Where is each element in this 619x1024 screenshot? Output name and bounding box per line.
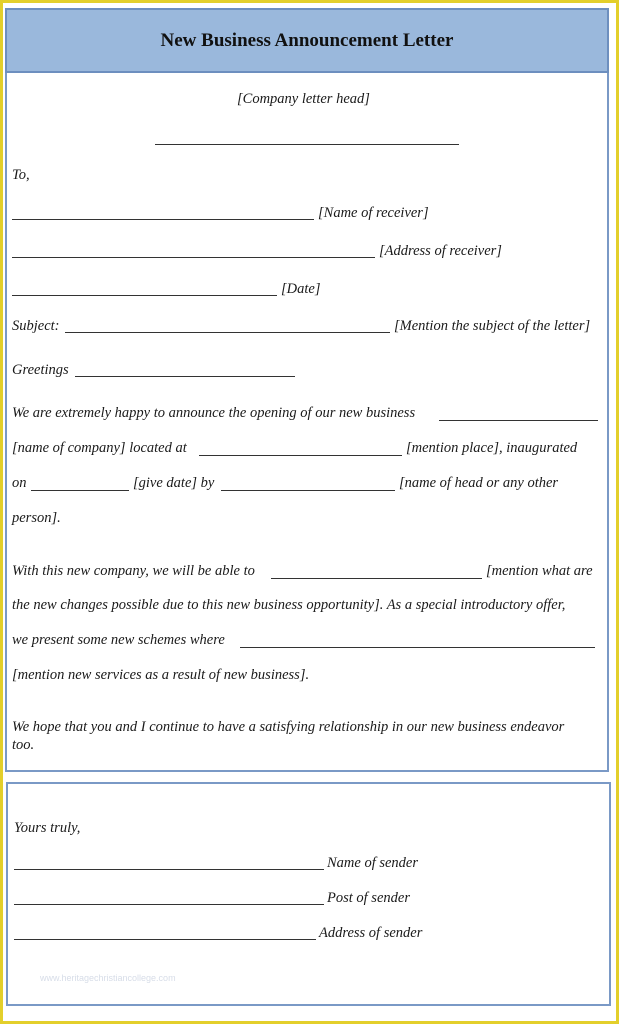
para1-line2b: [mention place], inaugurated bbox=[406, 440, 578, 456]
greetings-line[interactable] bbox=[75, 376, 295, 377]
para3-line1: We hope that you and I continue to have a satisfying relationship in our new business endeavor bbox=[12, 719, 565, 735]
schemes-line[interactable] bbox=[240, 647, 595, 648]
place-line[interactable] bbox=[199, 455, 402, 456]
sender-name-line[interactable] bbox=[14, 869, 324, 870]
changes-line[interactable] bbox=[271, 578, 482, 579]
para2-line1a: With this new company, we will be able to bbox=[12, 563, 255, 579]
give-date-line[interactable] bbox=[31, 490, 129, 491]
letter-head-line[interactable] bbox=[155, 144, 459, 145]
date-line[interactable] bbox=[12, 295, 277, 296]
business-name-line[interactable] bbox=[439, 420, 598, 421]
receiver-address-line[interactable] bbox=[12, 257, 375, 258]
watermark-text: www.heritagechristiancollege.com bbox=[40, 973, 176, 983]
receiver-address-label: [Address of receiver] bbox=[379, 243, 502, 259]
title-banner bbox=[5, 8, 609, 73]
date-label: [Date] bbox=[281, 281, 321, 297]
page-title: New Business Announcement Letter bbox=[160, 29, 454, 51]
receiver-name-line[interactable] bbox=[12, 219, 314, 220]
para2-line1b: [mention what are bbox=[486, 563, 593, 579]
para1-line2a: [name of company] located at bbox=[12, 440, 187, 456]
letter-head-placeholder: [Company letter head] bbox=[237, 91, 370, 107]
receiver-name-label: [Name of receiver] bbox=[318, 205, 429, 221]
para1-line3c: [name of head or any other bbox=[399, 475, 559, 491]
para1-line4: person]. bbox=[12, 510, 61, 526]
sender-name-label: Name of sender bbox=[327, 855, 419, 871]
subject-label: Subject: bbox=[12, 318, 60, 334]
para2-line3: we present some new schemes where bbox=[12, 632, 225, 648]
subject-line[interactable] bbox=[65, 332, 390, 333]
para1-line3b: [give date] by bbox=[133, 475, 215, 491]
sender-post-label: Post of sender bbox=[327, 890, 410, 906]
closing-label: Yours truly, bbox=[14, 820, 81, 836]
para2-line4: [mention new services as a result of new business]. bbox=[12, 667, 310, 683]
sender-address-line[interactable] bbox=[14, 939, 316, 940]
para1-line3a: on bbox=[12, 475, 27, 491]
head-name-line[interactable] bbox=[221, 490, 395, 491]
para3-line2: too. bbox=[12, 737, 35, 753]
greetings-label: Greetings bbox=[12, 362, 69, 378]
sender-post-line[interactable] bbox=[14, 904, 324, 905]
sender-address-label: Address of sender bbox=[319, 925, 423, 941]
subject-hint: [Mention the subject of the letter] bbox=[394, 318, 591, 334]
to-label: To, bbox=[12, 167, 30, 183]
para1-line1: We are extremely happy to announce the opening of our new business bbox=[12, 405, 416, 421]
para2-line2: the new changes possible due to this new business opportunity]. As a special introductory offer, bbox=[12, 597, 566, 613]
